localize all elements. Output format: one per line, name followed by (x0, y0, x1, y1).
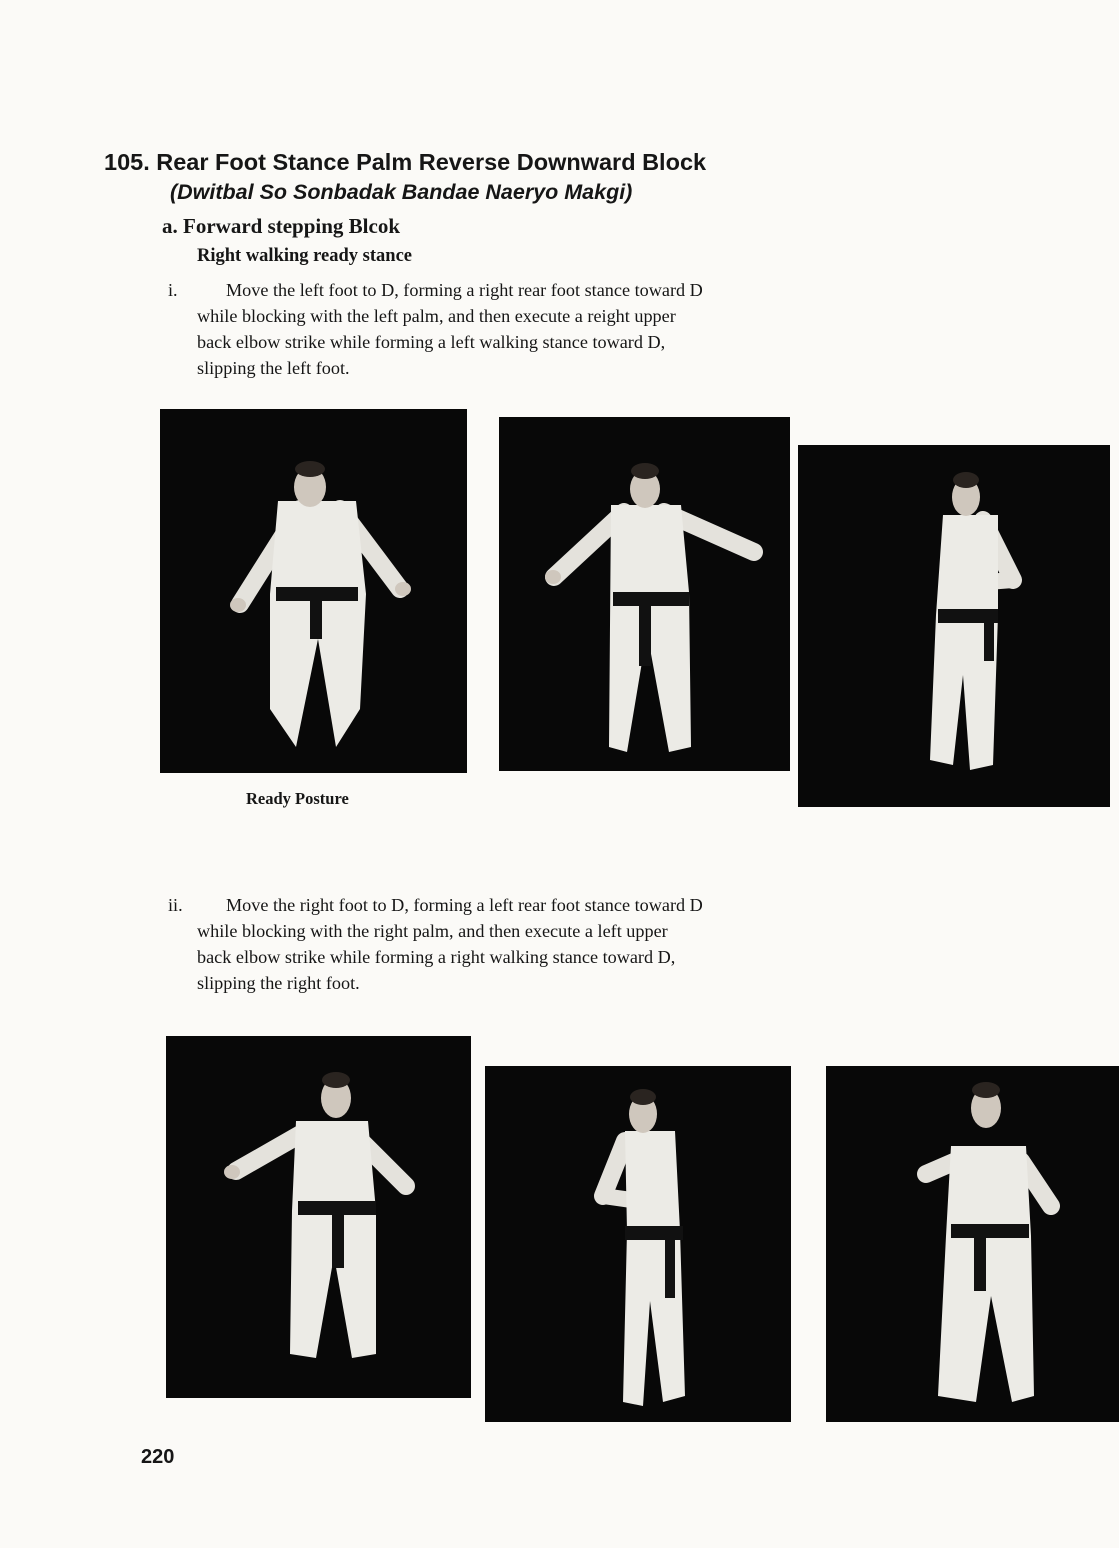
photo-caption: Ready Posture (246, 789, 349, 808)
step-line: slipping the left foot. (197, 358, 350, 378)
section-title: 105. Rear Foot Stance Palm Reverse Downward Block (104, 149, 707, 175)
step-line: Move the left foot to D, forming a right rear foot stance toward D (226, 280, 703, 300)
page-number: 220 (141, 1446, 175, 1468)
step-i (168, 277, 937, 381)
subsection-heading: a. Forward stepping Blcok (162, 214, 401, 238)
step-line: back elbow strike while forming a right walking stance toward D, (197, 947, 676, 967)
photo-row2-1 (166, 1036, 471, 1398)
starting-stance: Right walking ready stance (197, 246, 412, 266)
step-line: slipping the right foot. (197, 973, 360, 993)
step-line: Move the right foot to D, forming a left rear foot stance toward D (226, 895, 703, 915)
photo-row1-3 (798, 445, 1110, 807)
photo-ready-posture (160, 409, 467, 773)
photo-row2-2 (485, 1066, 791, 1422)
step-marker: i. (168, 280, 178, 300)
step-ii (168, 892, 937, 996)
step-line: while blocking with the right palm, and then execute a left upper (197, 921, 668, 941)
step-line: while blocking with the left palm, and then execute a reight upper (197, 306, 676, 326)
section-subtitle: (Dwitbal So Sonbadak Bandae Naeryo Makgi) (170, 180, 633, 204)
step-line: back elbow strike while forming a left walking stance toward D, (197, 332, 666, 352)
step-marker: ii. (168, 895, 183, 915)
photo-row2-3 (826, 1066, 1119, 1422)
photo-row1-2 (499, 417, 790, 771)
